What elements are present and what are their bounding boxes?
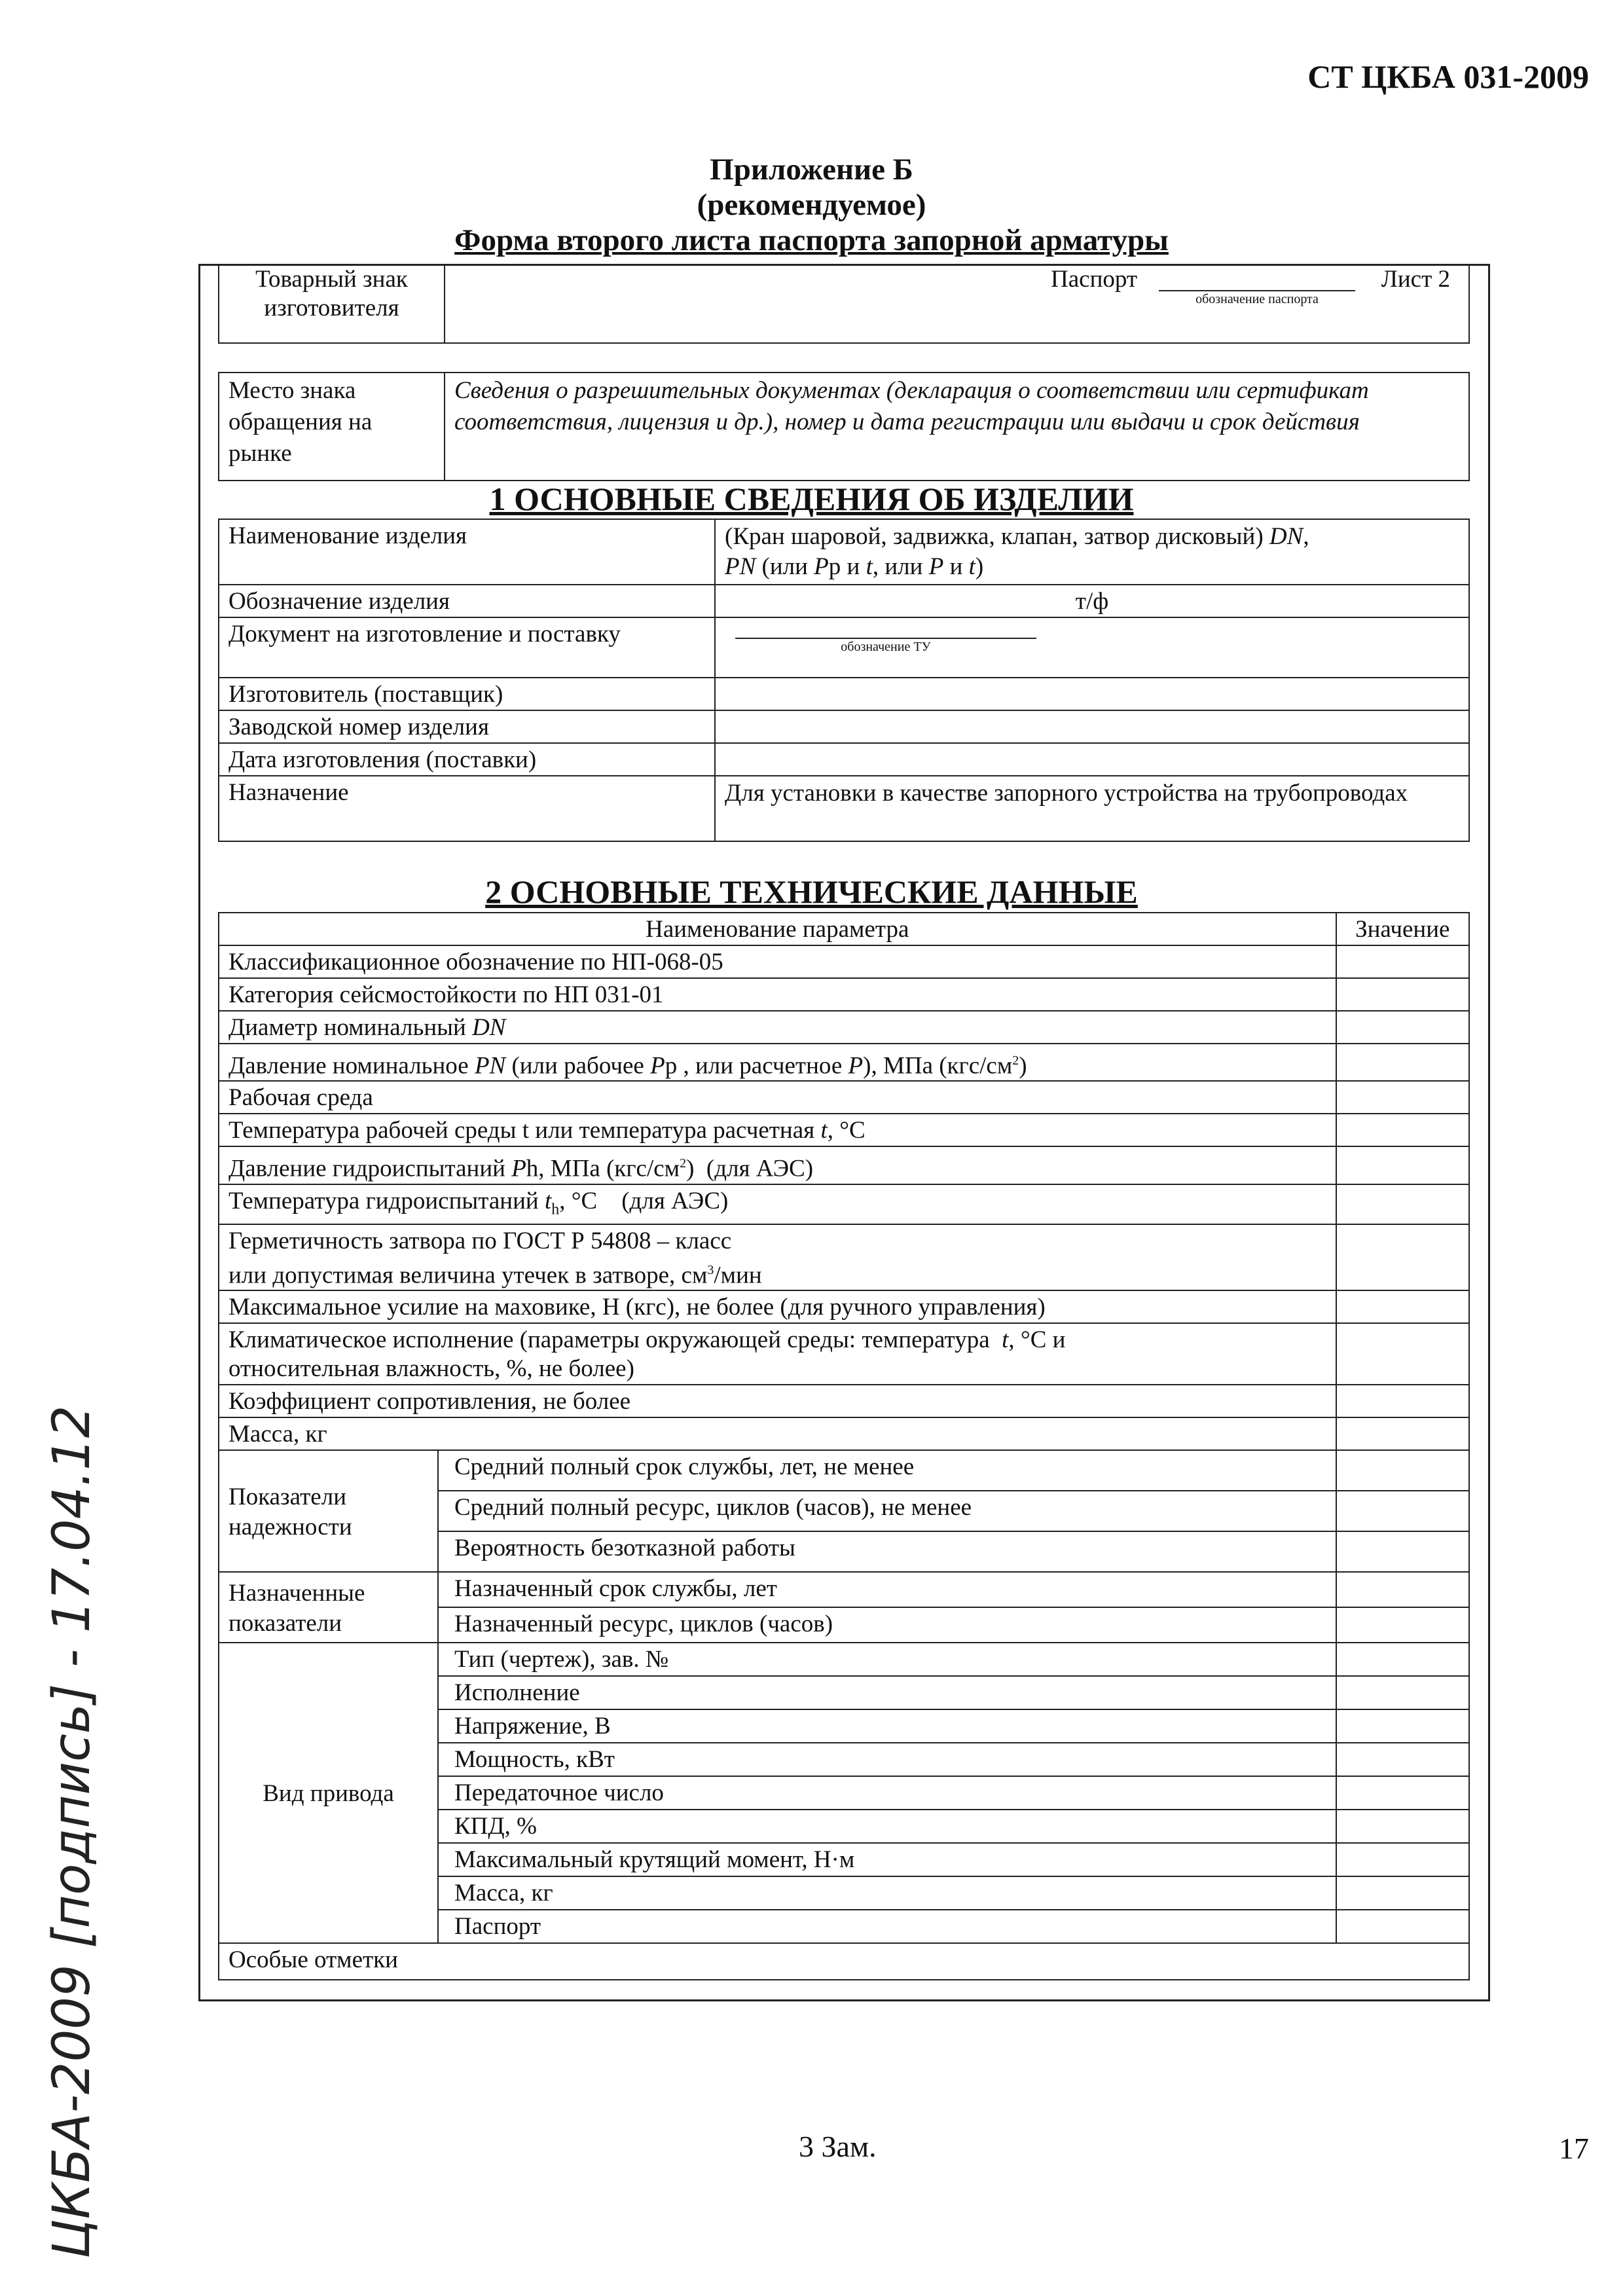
assigned-label: Назначенные показатели — [219, 1572, 438, 1643]
drive-item: Исполнение — [438, 1676, 1336, 1709]
drive-item: Масса, кг — [438, 1876, 1336, 1910]
param-row: Масса, кг — [219, 1417, 1336, 1450]
value-cell — [1336, 1417, 1470, 1450]
s1-value-designation: т/ф — [715, 585, 1469, 617]
permits-cell: Сведения о разрешительных документах (декларация о соответствии или сертификат соответствия, лицензия и др.), номер и дата регистрации или выдачи и срок действия — [445, 373, 1469, 481]
s1-label-purpose: Назначение — [219, 776, 715, 841]
section1-table — [218, 519, 1470, 842]
reliability-label: Показатели надежности — [219, 1450, 438, 1572]
drive-item: КПД, % — [438, 1810, 1336, 1843]
section1-title: 1 ОСНОВНЫЕ СВЕДЕНИЯ ОБ ИЗДЕЛИИ — [489, 481, 1134, 517]
param-row: Температура гидроиспытаний $t_h$, °C (для АЭС) — [219, 1184, 1336, 1224]
value-cell — [1336, 1531, 1470, 1572]
drive-item: Максимальный крутящий момент, Н·м — [438, 1843, 1336, 1876]
value-cell — [1336, 1572, 1470, 1607]
value-cell — [1336, 1184, 1470, 1224]
param-row: Категория сейсмостойкости по НП 031-01 — [219, 978, 1336, 1011]
s1-label-manufacturer: Изготовитель (поставщик) — [219, 678, 715, 710]
col-param-header: Наименование параметра — [219, 913, 1336, 945]
s1-value-serial — [715, 710, 1469, 743]
drive-item: Передаточное число — [438, 1776, 1336, 1810]
s1-value-date — [715, 743, 1469, 776]
value-cell — [1336, 1810, 1470, 1843]
value-cell — [1336, 1081, 1470, 1114]
s1-value-purpose: Для установки в качестве запорного устройства на трубопроводах — [715, 776, 1469, 841]
param-row: Климатическое исполнение (параметры окружающей среды: температура t, °С и относительная влажность, %, не более) — [219, 1323, 1336, 1385]
value-cell — [1336, 1910, 1470, 1943]
param-row: Давление гидроиспытаний Ph, МПа $(кгс/см^2)$ (для АЭС) — [219, 1146, 1336, 1184]
page-number: 17 — [1559, 2132, 1589, 2165]
value-cell — [1336, 1709, 1470, 1743]
s1-label-document: Документ на изготовление и поставку — [219, 617, 715, 678]
document-code: СТ ЦКБА 031-2009 — [1307, 58, 1589, 95]
value-cell — [1336, 978, 1470, 1011]
param-row: Максимальное усилие на маховике, Н (кгс), не более (для ручного управления) — [219, 1290, 1336, 1323]
s1-label-date: Дата изготовления (поставки) — [219, 743, 715, 776]
value-cell — [1336, 1743, 1470, 1776]
section2-table — [218, 912, 1470, 1980]
passport-note: обозначение паспорта — [1159, 290, 1355, 307]
value-cell — [1336, 1011, 1470, 1044]
value-cell — [1336, 1323, 1470, 1385]
s1-value-product-name: (Кран шаровой, задвижка, клапан, затвор дисковый) DN, PN (или Pр и t, или P и t) — [715, 519, 1469, 585]
drive-item: Паспорт — [438, 1910, 1336, 1943]
form-title: Форма второго листа паспорта запорной арматуры — [454, 223, 1169, 257]
margin-handwriting-text: ЦКБА-2009 [подпись] - 17.04.12 — [43, 1405, 101, 2259]
param-row: Герметичность затвора по ГОСТ Р 54808 – класс или допустимая величина утечек в затворе, $см^3$/мин — [219, 1224, 1336, 1290]
s1-value-document — [715, 617, 1469, 678]
param-row: Классификационное обозначение по НП-068-05 — [219, 945, 1336, 978]
value-cell — [1336, 1044, 1470, 1081]
margin-handwriting — [33, 1405, 111, 2259]
reliability-item: Вероятность безотказной работы — [438, 1531, 1336, 1572]
header-table — [218, 264, 1470, 344]
drive-item: Напряжение, В — [438, 1709, 1336, 1743]
s1-label-serial: Заводской номер изделия — [219, 710, 715, 743]
permits-table — [218, 372, 1470, 481]
value-cell — [1336, 1385, 1470, 1417]
passport-label: Паспорт — [1051, 266, 1138, 293]
value-cell — [1336, 945, 1470, 978]
appendix-kind: (рекомендуемое) — [697, 188, 926, 222]
passport-cell — [445, 264, 1469, 343]
assigned-item: Назначенный срок службы, лет — [438, 1572, 1336, 1607]
value-cell — [1336, 1643, 1470, 1676]
value-cell — [1336, 1876, 1470, 1910]
drive-item: Мощность, кВт — [438, 1743, 1336, 1776]
param-row: Температура рабочей среды t или температура расчетная t, °С — [219, 1114, 1336, 1146]
s1-value-manufacturer — [715, 678, 1469, 710]
sheet-label: Лист 2 — [1381, 266, 1450, 293]
footer-note: 3 Зам. — [799, 2130, 877, 2163]
tu-note: обозначение ТУ — [735, 638, 1036, 655]
value-cell — [1336, 1146, 1470, 1184]
param-row: Рабочая среда — [219, 1081, 1336, 1114]
special-notes: Особые отметки — [219, 1943, 1469, 1980]
appendix-title: Приложение Б — [710, 153, 913, 187]
param-row: Коэффициент сопротивления, не более — [219, 1385, 1336, 1417]
market-mark-cell: Место знака обращения на рынке — [219, 373, 445, 481]
value-cell — [1336, 1114, 1470, 1146]
assigned-item: Назначенный ресурс, циклов (часов) — [438, 1607, 1336, 1643]
reliability-item: Средний полный ресурс, циклов (часов), не менее — [438, 1491, 1336, 1531]
value-cell — [1336, 1224, 1470, 1290]
value-cell — [1336, 1607, 1470, 1643]
drive-item: Тип (чертеж), зав. № — [438, 1643, 1336, 1676]
value-cell — [1336, 1491, 1470, 1531]
col-value-header: Значение — [1336, 913, 1470, 945]
value-cell — [1336, 1776, 1470, 1810]
trademark-cell: Товарный знак изготовителя — [219, 264, 445, 343]
param-row: Диаметр номинальный DN — [219, 1011, 1336, 1044]
reliability-item: Средний полный срок службы, лет, не менее — [438, 1450, 1336, 1491]
s1-label-product-name: Наименование изделия — [219, 519, 715, 585]
value-cell — [1336, 1843, 1470, 1876]
value-cell — [1336, 1450, 1470, 1491]
s1-label-designation: Обозначение изделия — [219, 585, 715, 617]
value-cell — [1336, 1290, 1470, 1323]
param-row: Давление номинальное PN (или рабочее Pр , или расчетное P), МПа $(кгс/см^2)$ — [219, 1044, 1336, 1081]
section2-title: 2 ОСНОВНЫЕ ТЕХНИЧЕСКИЕ ДАННЫЕ — [485, 873, 1138, 910]
drive-label: Вид привода — [219, 1643, 438, 1943]
value-cell — [1336, 1676, 1470, 1709]
